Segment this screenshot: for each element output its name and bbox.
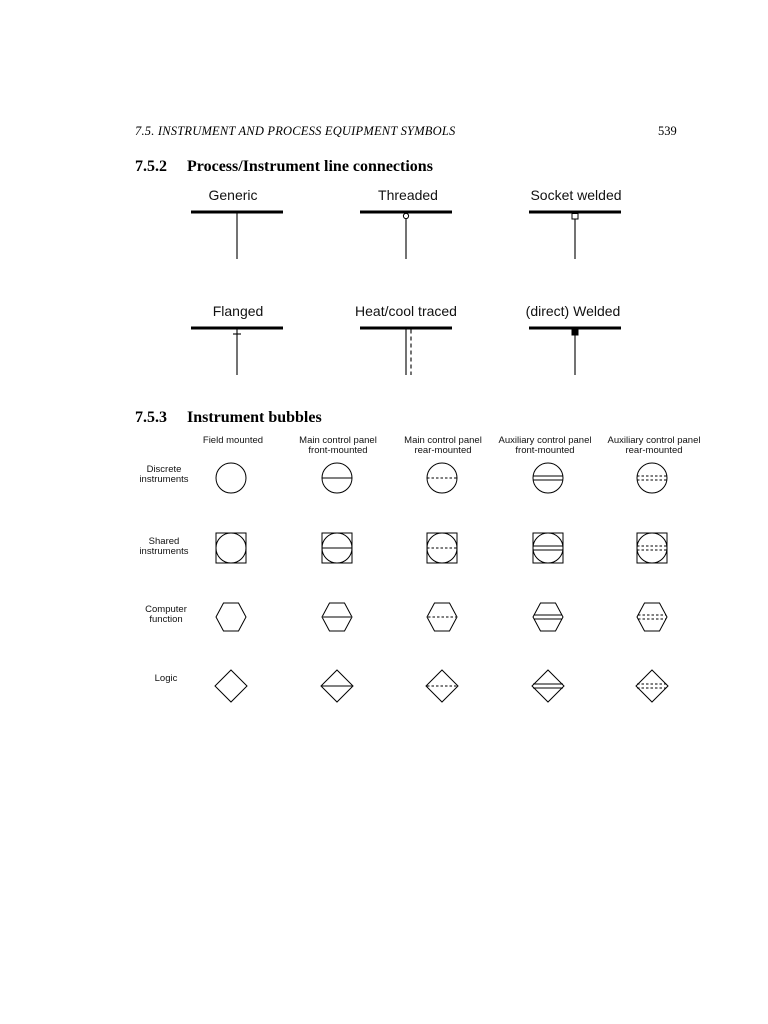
row-header-line2: Logic [154,673,178,684]
bubble-hexagon [637,603,667,631]
connection-label-socket-welded: Socket welded [530,187,622,203]
instrument-bubble-circle-none [216,463,246,493]
instrument-bubble-diamond-dashed [426,670,458,702]
connection-symbol-generic [191,212,283,259]
column-header-line1: Auxiliary control panel [607,435,701,446]
row-header-line2: instruments [139,546,189,557]
instrument-bubble-diamond-double-dashed [636,670,668,702]
instrument-bubble-hexagon-single [322,603,352,631]
bubble-circle [637,533,667,563]
instrument-bubble-circle-double [533,463,563,493]
section-number: 7.5.3 [135,409,167,426]
page-number: 539 [658,124,677,138]
bubble-hexagon [216,603,246,631]
section-number: 7.5.2 [135,158,167,175]
bubble-circle [216,463,246,493]
row-header-line2: instruments [139,474,189,485]
bubble-hexagon [533,603,563,631]
connection-symbols [191,212,621,375]
connection-symbol-traced [360,328,452,375]
row-header-line1: Discrete [146,464,182,475]
instrument-bubble-diamond-none [215,670,247,702]
row-header-line1: Computer [145,604,187,615]
instrument-bubble-hexagon-double-dashed [637,603,667,631]
instrument-bubble-circle-single [322,463,352,493]
connection-symbol-flanged [191,328,283,375]
bubble-symbols [215,463,668,702]
bubble-circle [533,463,563,493]
bubble-diamond [532,670,564,702]
instrument-bubble-diamond-single [321,670,353,702]
column-header-line1: Main control panel [404,435,482,446]
section-title: Instrument bubbles [187,409,322,426]
row-header-line1: Shared [148,536,180,547]
instrument-bubble-diamond-double [532,670,564,702]
instrument-bubble-circle-dashed [427,463,457,493]
column-header-line2: rear-mounted [414,445,472,456]
connection-symbol-threaded [360,212,452,259]
column-header-line1: Main control panel [299,435,377,446]
instrument-bubble-square-circle-none [216,533,246,563]
row-header-line2: function [149,614,183,625]
instrument-bubble-square-circle-single [322,533,352,563]
instrument-bubble-square-circle-dashed [427,533,457,563]
connection-label-generic: Generic [208,187,258,203]
bubble-circle [533,533,563,563]
instrument-bubble-square-circle-double [533,533,563,563]
connection-symbol-socket [529,212,621,259]
column-header-line2: front-mounted [308,445,368,456]
column-header-line2: rear-mounted [625,445,683,456]
thread-circle [403,213,408,218]
column-header-line2: Field mounted [202,435,264,446]
column-header-line2: front-mounted [515,445,575,456]
instrument-bubble-circle-double-dashed [637,463,667,493]
instrument-bubble-hexagon-none [216,603,246,631]
socket-square [572,214,578,220]
instrument-bubble-hexagon-double [533,603,563,631]
instrument-bubble-square-circle-double-dashed [637,533,667,563]
bubble-diamond [215,670,247,702]
section-title: Process/Instrument line connections [187,158,433,175]
bubble-circle [216,533,246,563]
bubble-circle [637,463,667,493]
instrument-bubble-hexagon-dashed [427,603,457,631]
connection-label-heat-cool-traced: Heat/cool traced [355,303,457,319]
weld-block [572,330,579,336]
running-head: 7.5. INSTRUMENT AND PROCESS EQUIPMENT SYMBOLS [135,124,456,138]
bubble-diamond [636,670,668,702]
connection-label-flanged: Flanged [212,303,264,319]
connection-label-direct-welded: (direct) Welded [525,303,621,319]
connection-label-threaded: Threaded [378,187,438,203]
connection-symbol-welded [529,328,621,375]
column-header-line1: Auxiliary control panel [498,435,592,446]
